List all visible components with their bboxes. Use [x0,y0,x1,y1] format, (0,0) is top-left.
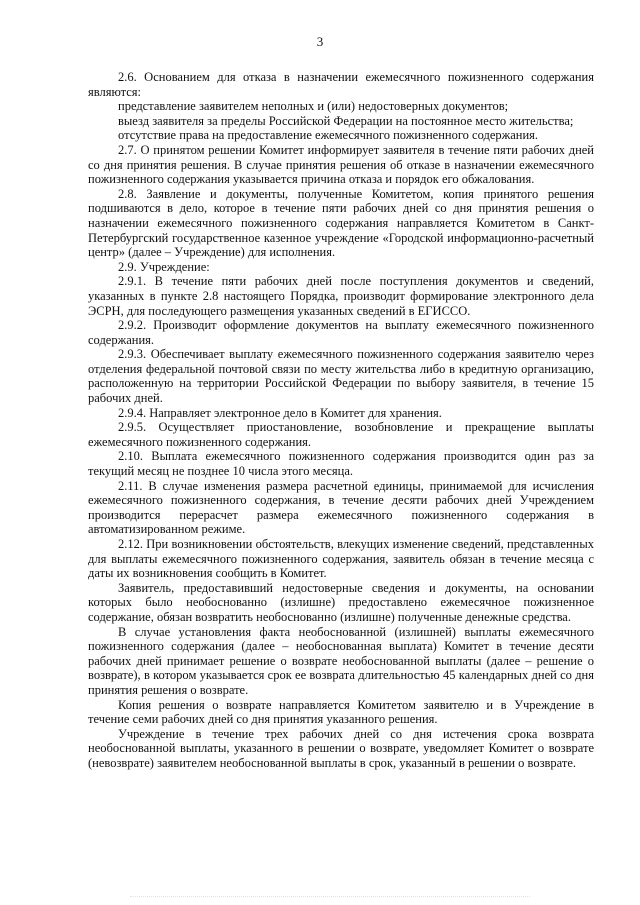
document-body [88,70,594,771]
paragraph-refund-decision: В случае установления факта необоснованной (излишней) выплаты ежемесячного пожизненного содержания (далее – необоснованная выплата) Комитет в течение десяти рабочих дней принимает решение о возврате необоснованной выплаты (далее – решение о возврате), в котором указывается срок ее возврата длительностью 45 календарных дней со дня принятия решения о возврате. [88,624,594,697]
paragraph-reason-3: отсутствие права на предоставление ежемесячного пожизненного содержания. [118,128,539,143]
paragraph-reason-2: выезд заявителя за пределы Российской Федерации на постоянное место жительства; [118,113,574,128]
paragraph-refund-obligation: Заявитель, предоставивший недостоверные сведения и документы, на основании которых было необоснованно (излишне) предоставлено ежемесячное пожизненное содержание, обязан возвратить необоснованно (излишне) полученные денежные средства. [88,580,594,624]
paragraph-institution-notice: Учреждение в течение трех рабочих дней со дня истечения срока возврата необоснованной выплаты, указанного в решении о возврате, уведомляет Комитет о возврате (невозврате) заявителем необоснованной выплаты в срок, указанный в решении о возврате. [88,726,594,770]
paragraph-2-9-2: 2.9.2. Производит оформление документов на выплату ежемесячного пожизненного содержания. [88,318,594,347]
paragraph-2-11: 2.11. В случае изменения размера расчетной единицы, принимаемой для исчисления ежемесячного пожизненного содержания, в течение десяти рабочих дней Учреждением производится перерасчет размера ежемесячного пожизненного содержания в автоматизированном режиме. [88,478,594,537]
paragraph-decision-copy: Копия решения о возврате направляется Комитетом заявителю и в Учреждение в течение семи рабочих дней со дня принятия указанного решения. [88,697,594,727]
paragraph-2-9: 2.9. Учреждение: [118,259,210,274]
paragraph-2-9-4: 2.9.4. Направляет электронное дело в Комитет для хранения. [118,405,442,420]
page-number: 3 [316,34,324,49]
paragraph-2-9-3: 2.9.3. Обеспечивает выплату ежемесячного пожизненного содержания заявителю через отделения федеральной почтовой связи по месту жительства либо в кредитную организацию, расположенную на территории Российской Федерации по выбору заявителя, в течение 15 рабочих дней. [88,347,594,406]
paragraph-2-9-5: 2.9.5. Осуществляет приостановление, возобновление и прекращение выплаты ежемесячного пожизненного содержания. [88,420,594,449]
paragraph-2-6: 2.6. Основанием для отказа в назначении ежемесячного пожизненного содержания являются: [88,70,594,99]
paragraph-2-10: 2.10. Выплата ежемесячного пожизненного содержания производится один раз за текущий месяц не позднее 10 числа этого месяца. [88,449,594,479]
paragraph-2-7: 2.7. О принятом решении Комитет информирует заявителя в течение пяти рабочих дней со дня принятия решения. В случае принятия решения об отказе в назначении ежемесячного пожизненного содержания указывается причина отказа и порядок его обжалования. [88,142,594,187]
paragraph-2-8: 2.8. Заявление и документы, полученные Комитетом, копия принятого решения подшиваются в дело, которое в течение пяти рабочих дней со дня принятия решения о назначении ежемесячного пожизненного содержания направляется Комитетом в Санкт-Петербургский государственное казенное учреждение «Городской информационно-расчетный центр» (далее – Учреждение) для исполнения. [88,186,594,260]
paragraph-reason-1: представление заявителем неполных и (или) недостоверных документов; [118,99,509,114]
paragraph-2-9-1: 2.9.1. В течение пяти рабочих дней после поступления документов и сведений, указанных в пункте 2.8 настоящего Порядка, производит формирование электронного дела ЭСРН, для последующего размещения указанных сведений в ЕГИССО. [88,274,594,318]
scan-artifact [130,896,530,899]
paragraph-2-12: 2.12. При возникновении обстоятельств, влекущих изменение сведений, представленных для выплаты ежемесячного пожизненного содержания, заявитель обязан в течение месяца с даты их возникновения сообщить в Комитет. [88,537,594,581]
